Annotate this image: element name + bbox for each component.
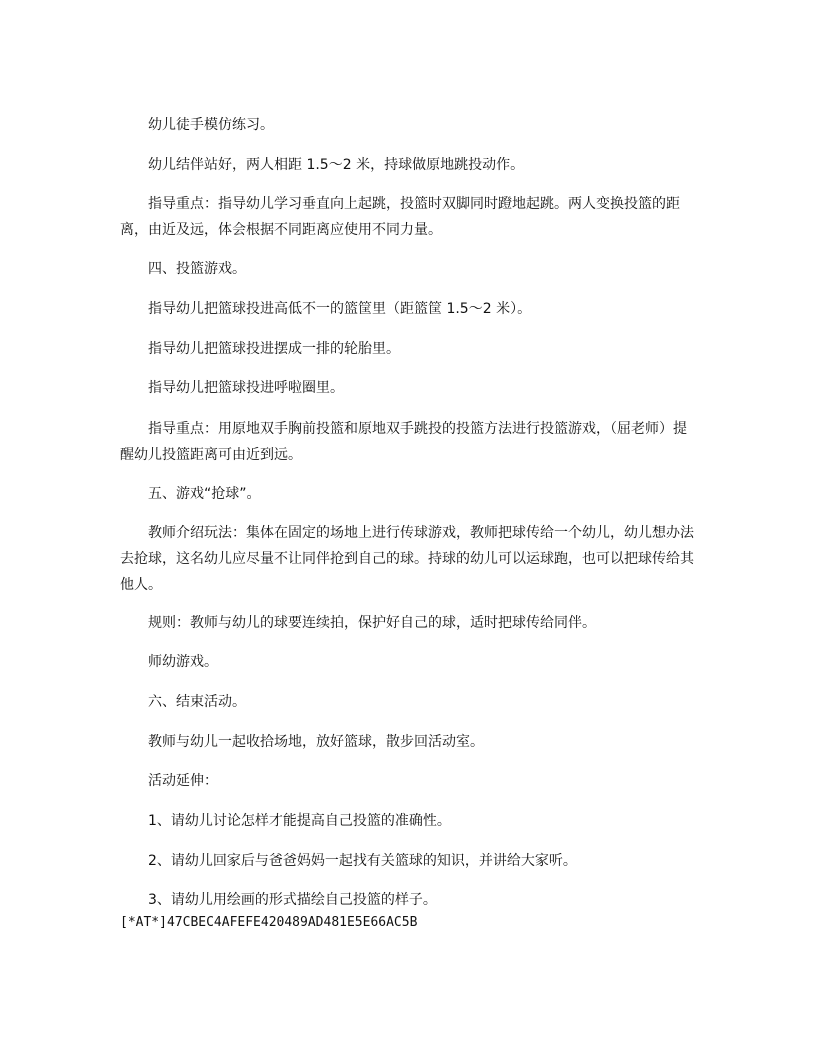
paragraph-imitation-practice: 幼儿徒手模仿练习。 bbox=[148, 117, 274, 133]
paragraph-pair-practice: 幼儿结伴站好，两人相距 1.5～2 米，持球做原地跳投动作。 bbox=[148, 157, 525, 173]
paragraph-rules: 规则：教师与幼儿的球要连续拍，保护好自己的球，适时把球传给同伴。 bbox=[148, 615, 596, 631]
list-item-extension-3: 3、请幼儿用绘画的形式描绘自己投篮的样子。 bbox=[148, 892, 437, 908]
paragraph-guidance-shooting-methods: 指导重点：用原地双手胸前投篮和原地双手跳投的投篮方法进行投篮游戏，（屈老师）提醒幼儿投篮距离可由近到远。 bbox=[120, 421, 687, 463]
list-item-extension-2: 2、请幼儿回家后与爸爸妈妈一起找有关篮球的知识，并讲给大家听。 bbox=[148, 853, 577, 869]
paragraph-game-rules-intro: 教师介绍玩法：集体在固定的场地上进行传球游戏，教师把球传给一个幼儿，幼儿想办法去抢球，这名幼儿应尽量不让同伴抢到自己的球。持球的幼儿可以运球跑，也可以把球传给其他人。 bbox=[120, 525, 694, 593]
paragraph-hoop-heights: 指导幼儿把篮球投进高低不一的篮筐里（距篮筐 1.5～2 米）。 bbox=[148, 301, 532, 317]
paragraph-teacher-child-game: 师幼游戏。 bbox=[148, 654, 218, 670]
paragraph-tire-row: 指导幼儿把篮球投进摆成一排的轮胎里。 bbox=[148, 341, 400, 357]
paragraph-guidance-jump: 指导重点：指导幼儿学习垂直向上起跳，投篮时双脚同时蹬地起跳。两人变换投篮的距离，由近及远，体会根据不同距离应使用不同力量。 bbox=[120, 196, 680, 238]
section-heading-extension: 活动延伸： bbox=[148, 773, 218, 789]
section-heading-shooting-game: 四、投篮游戏。 bbox=[148, 261, 246, 277]
list-item-extension-1: 1、请幼儿讨论怎样才能提高自己投篮的准确性。 bbox=[148, 813, 451, 829]
paragraph-cleanup: 教师与幼儿一起收拾场地，放好篮球，散步回活动室。 bbox=[148, 734, 484, 750]
paragraph-hula-hoop: 指导幼儿把篮球投进呼啦圈里。 bbox=[148, 380, 344, 396]
document-id-code: [*AT*]47CBEC4AFEFE420489AD481E5E66AC5B bbox=[120, 915, 418, 930]
section-heading-ending: 六、结束活动。 bbox=[148, 694, 246, 710]
section-heading-grab-ball: 五、游戏“抢球”。 bbox=[148, 486, 261, 502]
